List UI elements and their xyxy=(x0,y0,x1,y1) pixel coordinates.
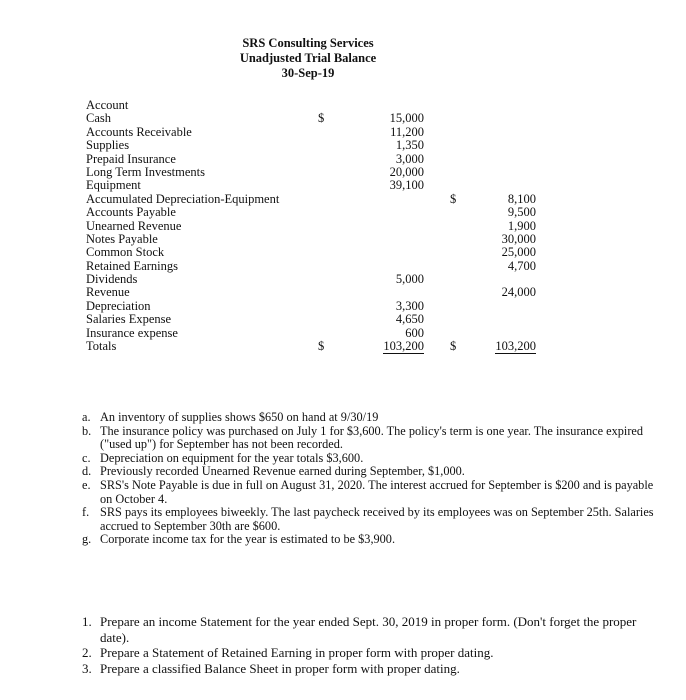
debit-value: 15,000 xyxy=(389,111,424,126)
table-row xyxy=(86,300,546,313)
table-row xyxy=(86,179,546,192)
note-letter: f. xyxy=(82,505,90,520)
adjustment-note xyxy=(82,506,662,533)
account-name: Unearned Revenue xyxy=(86,218,182,233)
table-row xyxy=(86,193,546,206)
table-row xyxy=(86,327,546,340)
table-row xyxy=(86,166,546,179)
account-name: Prepaid Insurance xyxy=(86,151,176,166)
note-text: The insurance policy was purchased on July 1 for $3,600. The policy's term is one year. The insurance expired ("used up") for September has not been recorded. xyxy=(100,423,644,452)
requirement-number: 1. xyxy=(82,614,92,629)
note-letter: e. xyxy=(82,477,91,492)
debit-value: 20,000 xyxy=(389,164,424,179)
totals-debit-dollar-sign: $ xyxy=(318,339,325,354)
credit-value: 8,100 xyxy=(507,191,536,206)
table-row xyxy=(86,126,546,139)
table-row xyxy=(86,313,546,326)
report-header xyxy=(0,36,616,81)
debit-value: 3,300 xyxy=(395,298,424,313)
adjustment-note xyxy=(82,465,662,479)
table-row xyxy=(86,153,546,166)
account-name: Dividends xyxy=(86,272,138,287)
debit-dollar-sign: $ xyxy=(318,111,325,126)
requirement-text: Prepare a classified Balance Sheet in proper form with proper dating. xyxy=(100,660,460,676)
credit-value: 9,500 xyxy=(507,205,536,220)
requirement-number: 2. xyxy=(82,645,92,660)
trial-balance-rows xyxy=(86,112,546,340)
table-header-row xyxy=(86,99,546,112)
account-name: Common Stock xyxy=(86,245,165,260)
account-name: Cash xyxy=(86,111,111,126)
requirement-text: Prepare an income Statement for the year ended Sept. 30, 2019 in proper form. (Don't forget the proper date). xyxy=(100,614,637,645)
requirement-item xyxy=(82,661,662,677)
account-name: Depreciation xyxy=(86,298,151,313)
table-row xyxy=(86,246,546,259)
table-row xyxy=(86,112,546,125)
company-name: SRS Consulting Services xyxy=(242,36,374,50)
note-text: Corporate income tax for the year is estimated to be $3,900. xyxy=(100,532,396,547)
note-text: Previously recorded Unearned Revenue earned during September, $1,000. xyxy=(100,464,465,479)
requirement-item xyxy=(82,645,662,661)
adjustment-note xyxy=(82,479,662,506)
debit-value: 4,650 xyxy=(395,312,424,327)
report-title: Unadjusted Trial Balance xyxy=(239,51,377,65)
account-name: Insurance expense xyxy=(86,325,178,340)
table-row xyxy=(86,286,546,299)
totals-credit-dollar-sign: $ xyxy=(450,339,457,354)
totals-credit-value: 103,200 xyxy=(495,339,536,354)
credit-value: 24,000 xyxy=(501,285,536,300)
account-name: Equipment xyxy=(86,178,141,193)
note-text: Depreciation on equipment for the year totals $3,600. xyxy=(100,450,364,465)
credit-value: 4,700 xyxy=(507,258,536,273)
credit-value: 30,000 xyxy=(501,231,536,246)
table-row xyxy=(86,233,546,246)
note-text: An inventory of supplies shows $650 on hand at 9/30/19 xyxy=(100,410,379,424)
table-row xyxy=(86,206,546,219)
note-letter: b. xyxy=(82,423,92,438)
totals-label: Totals xyxy=(86,339,117,354)
debit-value: 39,100 xyxy=(389,178,424,193)
table-row xyxy=(86,139,546,152)
trial-balance-table xyxy=(86,99,546,353)
requirement-number: 3. xyxy=(82,660,92,676)
table-row xyxy=(86,220,546,233)
account-name: Notes Payable xyxy=(86,231,158,246)
credit-value: 25,000 xyxy=(501,245,536,260)
note-letter: g. xyxy=(82,532,92,547)
adjustment-note xyxy=(82,533,662,547)
debit-value: 3,000 xyxy=(395,151,424,166)
account-column-header: Account xyxy=(86,98,129,112)
totals-debit-value: 103,200 xyxy=(383,339,424,354)
account-name: Long Term Investments xyxy=(86,164,206,179)
account-name: Accounts Payable xyxy=(86,205,176,220)
requirements-list xyxy=(82,614,662,676)
account-name: Salaries Expense xyxy=(86,312,172,327)
note-letter: d. xyxy=(82,464,92,479)
credit-value: 1,900 xyxy=(507,218,536,233)
requirement-text: Prepare a Statement of Retained Earning in proper form with proper dating. xyxy=(100,645,494,660)
credit-dollar-sign: $ xyxy=(450,191,457,206)
adjustment-note xyxy=(82,425,662,452)
adjustment-note xyxy=(82,411,662,425)
requirement-item xyxy=(82,614,662,645)
table-row xyxy=(86,260,546,273)
account-name: Revenue xyxy=(86,285,130,300)
table-row xyxy=(86,273,546,286)
note-letter: c. xyxy=(82,450,91,465)
account-name: Accounts Receivable xyxy=(86,124,192,139)
note-text: SRS pays its employees biweekly. The last paycheck received by its employees was on September 25th. Salaries accrued to September 30th are $600. xyxy=(100,505,654,533)
debit-value: 5,000 xyxy=(395,272,424,287)
report-date: 30-Sep-19 xyxy=(281,66,335,80)
account-name: Accumulated Depreciation-Equipment xyxy=(86,191,280,206)
debit-value: 600 xyxy=(405,325,424,340)
debit-value: 1,350 xyxy=(395,138,424,153)
account-name: Supplies xyxy=(86,138,130,153)
adjustment-note xyxy=(82,452,662,466)
debit-value: 11,200 xyxy=(390,124,424,139)
note-text: SRS's Note Payable is due in full on August 31, 2020. The interest accrued for September is $200 and is payable on October 4. xyxy=(100,477,654,506)
totals-row xyxy=(86,340,546,353)
note-letter: a. xyxy=(82,410,91,424)
adjustment-notes-list xyxy=(82,411,662,547)
account-name: Retained Earnings xyxy=(86,258,178,273)
